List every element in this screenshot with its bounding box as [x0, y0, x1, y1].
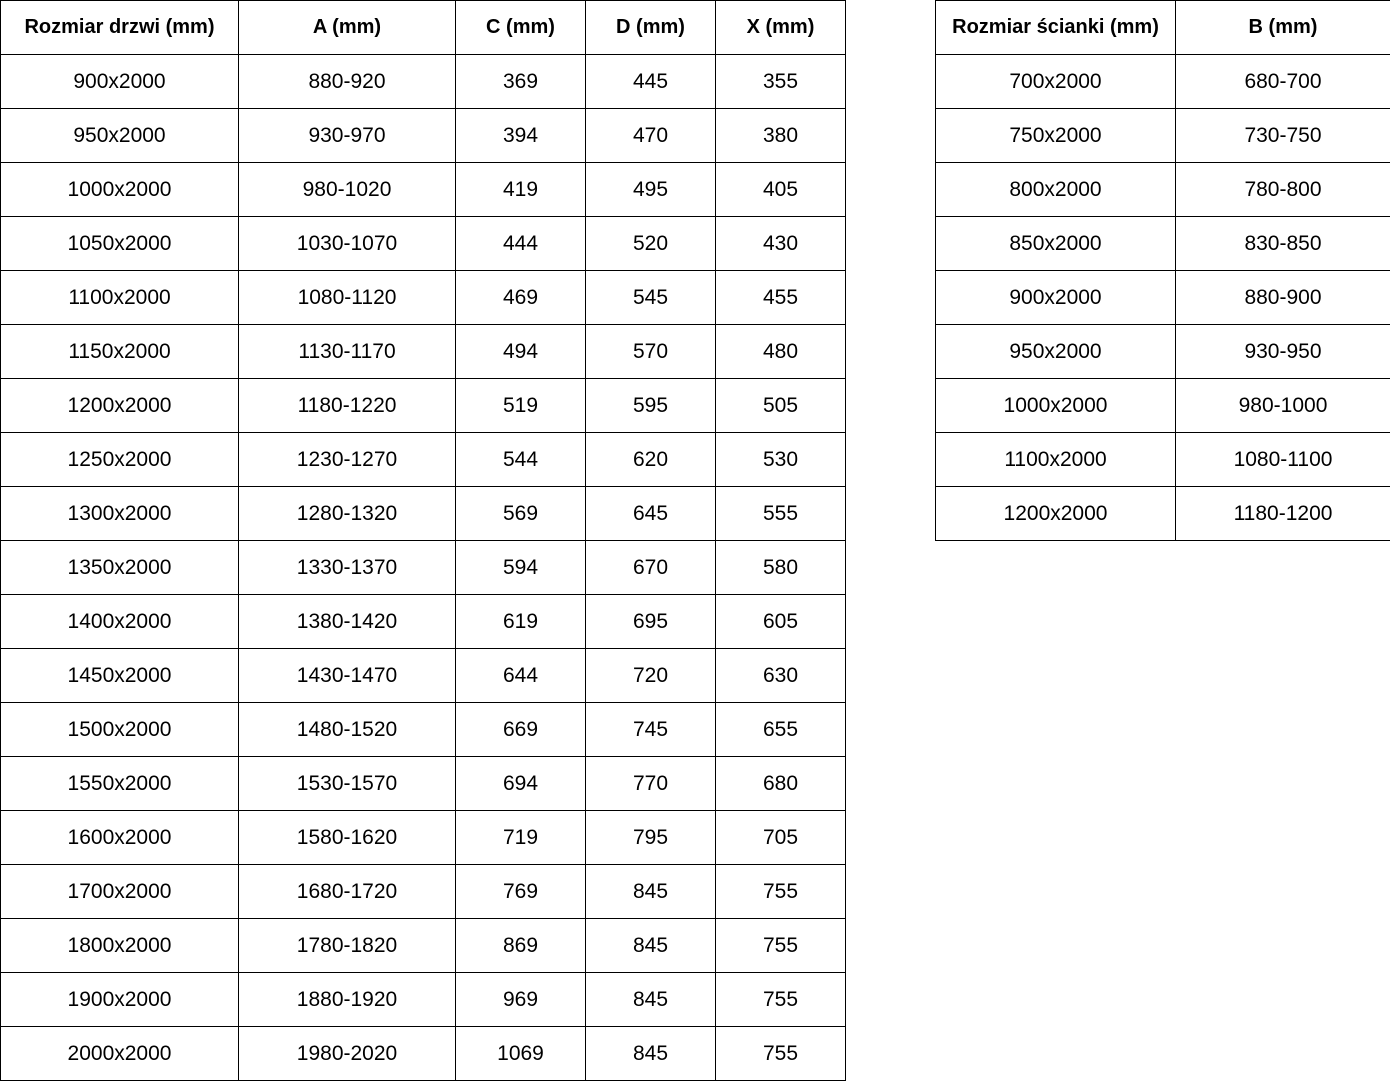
table-row: [936, 55, 1390, 109]
table-cell: 620: [586, 433, 716, 487]
table-cell: 2000x2000: [1, 1027, 239, 1081]
table-cell: 1380-1420: [239, 595, 456, 649]
doors-table-header: [1, 1, 846, 55]
table-cell: 519: [456, 379, 586, 433]
table-cell: 455: [716, 271, 846, 325]
table-row: [1, 379, 846, 433]
table-row: [936, 163, 1390, 217]
table-row: [936, 217, 1390, 271]
column-header: A (mm): [239, 1, 456, 55]
table-row: [936, 271, 1390, 325]
table-row: [936, 487, 1390, 541]
table-cell: 1250x2000: [1, 433, 239, 487]
table-cell: 1069: [456, 1027, 586, 1081]
table-cell: 555: [716, 487, 846, 541]
table-cell: 505: [716, 379, 846, 433]
table-cell: 755: [716, 865, 846, 919]
table-cell: 770: [586, 757, 716, 811]
table-row: [1, 595, 846, 649]
table-cell: 655: [716, 703, 846, 757]
table-row: [1, 487, 846, 541]
table-cell: 755: [716, 973, 846, 1027]
table-row: [1, 109, 846, 163]
table-cell: 750x2000: [936, 109, 1176, 163]
table-cell: 1100x2000: [1, 271, 239, 325]
table-cell: 1080-1120: [239, 271, 456, 325]
table-cell: 544: [456, 433, 586, 487]
table-cell: 419: [456, 163, 586, 217]
table-cell: 494: [456, 325, 586, 379]
table-cell: 1000x2000: [936, 379, 1176, 433]
table-cell: 444: [456, 217, 586, 271]
table-cell: 394: [456, 109, 586, 163]
table-cell: 950x2000: [936, 325, 1176, 379]
table-cell: 1800x2000: [1, 919, 239, 973]
table-cell: 1180-1220: [239, 379, 456, 433]
table-cell: 680: [716, 757, 846, 811]
table-cell: 470: [586, 109, 716, 163]
table-cell: 845: [586, 1027, 716, 1081]
table-row: [1, 703, 846, 757]
table-cell: 1350x2000: [1, 541, 239, 595]
table-cell: 369: [456, 55, 586, 109]
table-cell: 694: [456, 757, 586, 811]
table-cell: 980-1000: [1176, 379, 1390, 433]
table-row: [1, 811, 846, 865]
table-cell: 644: [456, 649, 586, 703]
table-cell: 1280-1320: [239, 487, 456, 541]
table-cell: 850x2000: [936, 217, 1176, 271]
table-cell: 495: [586, 163, 716, 217]
table-cell: 780-800: [1176, 163, 1390, 217]
table-cell: 1100x2000: [936, 433, 1176, 487]
table-cell: 705: [716, 811, 846, 865]
table-cell: 795: [586, 811, 716, 865]
table-cell: 1400x2000: [1, 595, 239, 649]
table-cell: 869: [456, 919, 586, 973]
table-row: [1, 757, 846, 811]
table-cell: 1530-1570: [239, 757, 456, 811]
table-row: [1, 649, 846, 703]
table-cell: 845: [586, 973, 716, 1027]
table-cell: 1030-1070: [239, 217, 456, 271]
table-row: [1, 541, 846, 595]
header-row: [936, 1, 1390, 55]
table-cell: 730-750: [1176, 109, 1390, 163]
table-cell: 530: [716, 433, 846, 487]
table-cell: 594: [456, 541, 586, 595]
table-cell: 380: [716, 109, 846, 163]
table-cell: 670: [586, 541, 716, 595]
column-header: X (mm): [716, 1, 846, 55]
table-cell: 1230-1270: [239, 433, 456, 487]
table-row: [1, 55, 846, 109]
table-row: [1, 217, 846, 271]
table-cell: 355: [716, 55, 846, 109]
table-row: [1, 325, 846, 379]
table-cell: 1000x2000: [1, 163, 239, 217]
table-row: [1, 865, 846, 919]
table-cell: 1600x2000: [1, 811, 239, 865]
table-cell: 569: [456, 487, 586, 541]
table-cell: 769: [456, 865, 586, 919]
table-cell: 880-920: [239, 55, 456, 109]
table-cell: 1550x2000: [1, 757, 239, 811]
table-cell: 1880-1920: [239, 973, 456, 1027]
table-cell: 669: [456, 703, 586, 757]
table-cell: 1330-1370: [239, 541, 456, 595]
column-header: Rozmiar ścianki (mm): [936, 1, 1176, 55]
table-cell: 880-900: [1176, 271, 1390, 325]
table-cell: 930-950: [1176, 325, 1390, 379]
table-cell: 430: [716, 217, 846, 271]
table-cell: 700x2000: [936, 55, 1176, 109]
table-cell: 1700x2000: [1, 865, 239, 919]
column-header: B (mm): [1176, 1, 1390, 55]
table-cell: 445: [586, 55, 716, 109]
wall-table-header: [936, 1, 1390, 55]
column-header: C (mm): [456, 1, 586, 55]
table-cell: 1430-1470: [239, 649, 456, 703]
table-cell: 1300x2000: [1, 487, 239, 541]
table-cell: 719: [456, 811, 586, 865]
table-cell: 755: [716, 919, 846, 973]
table-cell: 1980-2020: [239, 1027, 456, 1081]
table-cell: 1680-1720: [239, 865, 456, 919]
table-cell: 1900x2000: [1, 973, 239, 1027]
table-cell: 720: [586, 649, 716, 703]
table-cell: 900x2000: [1, 55, 239, 109]
table-cell: 930-970: [239, 109, 456, 163]
table-row: [1, 271, 846, 325]
table-cell: 1450x2000: [1, 649, 239, 703]
table-cell: 1500x2000: [1, 703, 239, 757]
table-row: [1, 433, 846, 487]
column-header: D (mm): [586, 1, 716, 55]
column-header: Rozmiar drzwi (mm): [1, 1, 239, 55]
table-cell: 1480-1520: [239, 703, 456, 757]
header-row: [1, 1, 846, 55]
table-cell: 1130-1170: [239, 325, 456, 379]
table-cell: 1580-1620: [239, 811, 456, 865]
table-cell: 969: [456, 973, 586, 1027]
table-cell: 845: [586, 865, 716, 919]
table-cell: 950x2000: [1, 109, 239, 163]
table-row: [1, 973, 846, 1027]
table-cell: 480: [716, 325, 846, 379]
table-cell: 1150x2000: [1, 325, 239, 379]
wall-table-body: [936, 55, 1390, 541]
table-cell: 980-1020: [239, 163, 456, 217]
table-cell: 595: [586, 379, 716, 433]
table-cell: 570: [586, 325, 716, 379]
table-cell: 800x2000: [936, 163, 1176, 217]
table-cell: 645: [586, 487, 716, 541]
table-cell: 1780-1820: [239, 919, 456, 973]
table-cell: 745: [586, 703, 716, 757]
table-cell: 830-850: [1176, 217, 1390, 271]
table-cell: 619: [456, 595, 586, 649]
table-cell: 605: [716, 595, 846, 649]
table-cell: 680-700: [1176, 55, 1390, 109]
table-row: [1, 1027, 846, 1081]
table-cell: 695: [586, 595, 716, 649]
table-cell: 580: [716, 541, 846, 595]
table-row: [936, 379, 1390, 433]
table-cell: 469: [456, 271, 586, 325]
table-row: [936, 109, 1390, 163]
table-row: [1, 919, 846, 973]
table-cell: 1050x2000: [1, 217, 239, 271]
table-cell: 1200x2000: [936, 487, 1176, 541]
table-cell: 405: [716, 163, 846, 217]
doors-table-body: [1, 55, 846, 1081]
table-cell: 1180-1200: [1176, 487, 1390, 541]
table-cell: 1200x2000: [1, 379, 239, 433]
table-cell: 520: [586, 217, 716, 271]
table-row: [936, 433, 1390, 487]
table-row: [936, 325, 1390, 379]
table-cell: 545: [586, 271, 716, 325]
table-cell: 755: [716, 1027, 846, 1081]
table-cell: 1080-1100: [1176, 433, 1390, 487]
table-row: [1, 163, 846, 217]
table-cell: 845: [586, 919, 716, 973]
wall-panel-size-table: [935, 0, 1390, 541]
table-cell: 900x2000: [936, 271, 1176, 325]
table-cell: 630: [716, 649, 846, 703]
